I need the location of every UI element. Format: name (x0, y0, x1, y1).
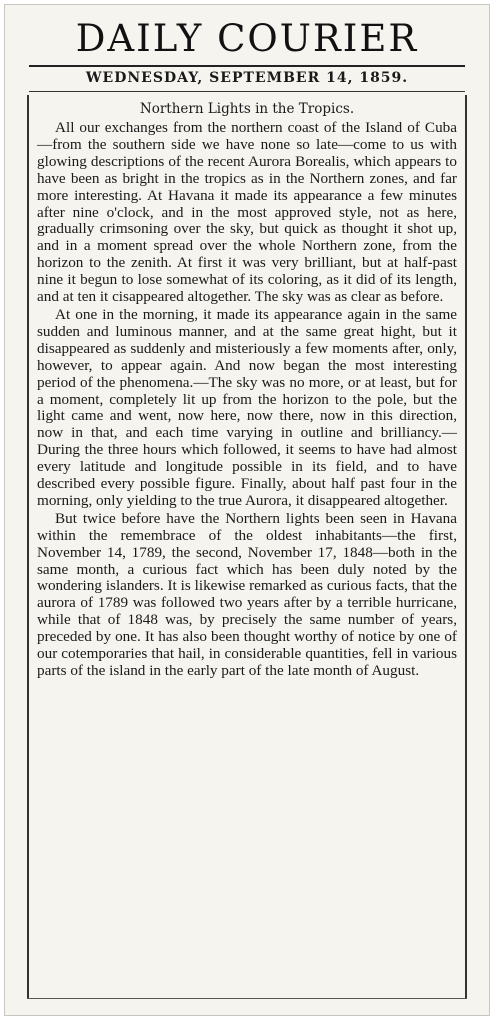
article-headline: Northern Lights in the Tropics. (139, 101, 355, 117)
dateline-rule-bottom (29, 91, 465, 92)
column-bottom-rule (27, 998, 467, 999)
article-paragraph: At one in the morning, it made its appearance again in the same sudden and luminous manner, and at the same great hight, but it disappeared as suddenly and misteriously a few moments after, only, however, to appear again. And now began the most interesting period of the phenomena.—The sky was no more, or at least, but for a moment, completely lit up from the horizon to the pole, but the light came and went, now here, now there, now in this direction, now in that, and each time varying in outline and brilliancy.—During the three hours which followed, it seems to have had almost every latitude and longitude possible in its field, and to have described every possible figure. Finally, about half past four in the morning, only yielding to the true Aurora, it disappeared altogether. (37, 305, 457, 509)
article-paragraph: All our exchanges from the northern coast of the Island of Cuba—from the southern side we have none so late—come to us with glowing descriptions of the recent Aurora Borealis, which appears to have been as bright in the tropics as in the Northern zones, and far more interesting. At Havana it made its appearance a few minutes after nine o'clock, and in the most approved style, not as here, gradually crimsoning over the sky, but quick as thought it shot up, and in a moment spread over the whole Northern zone, from the horizon to the zenith. At first it was very brilliant, but at half-past nine it begun to lose somewhat of its coloring, as it did of its length, and at ten it cisappeared altogether. The sky was as clear as before. (37, 119, 457, 306)
masthead-rule-top (29, 65, 465, 67)
article-column (27, 95, 467, 998)
masthead: DAILY COURIER (75, 17, 419, 60)
article-paragraph: But twice before have the Northern lights been seen in Havana within the remembrace of the oldest inhabitants—the first, November 14, 1789, the second, November 17, 1848—both in the same month, a curious fact which has been duly noted by the wondering islanders. It is likewise remarked as curious facts, that the aurora of 1789 was followed two years after by a terrible hurricane, while that of 1848 was, by precisely the same number of years, preceded by one. It has also been thought worthy of notice by one of our cotemporaries that hail, in considerable quantities, fell in various parts of the island in the early part of the late month of August. (37, 509, 457, 679)
newspaper-clipping (4, 4, 490, 1016)
dateline: WEDNESDAY, SEPTEMBER 14, 1859. (85, 70, 409, 86)
